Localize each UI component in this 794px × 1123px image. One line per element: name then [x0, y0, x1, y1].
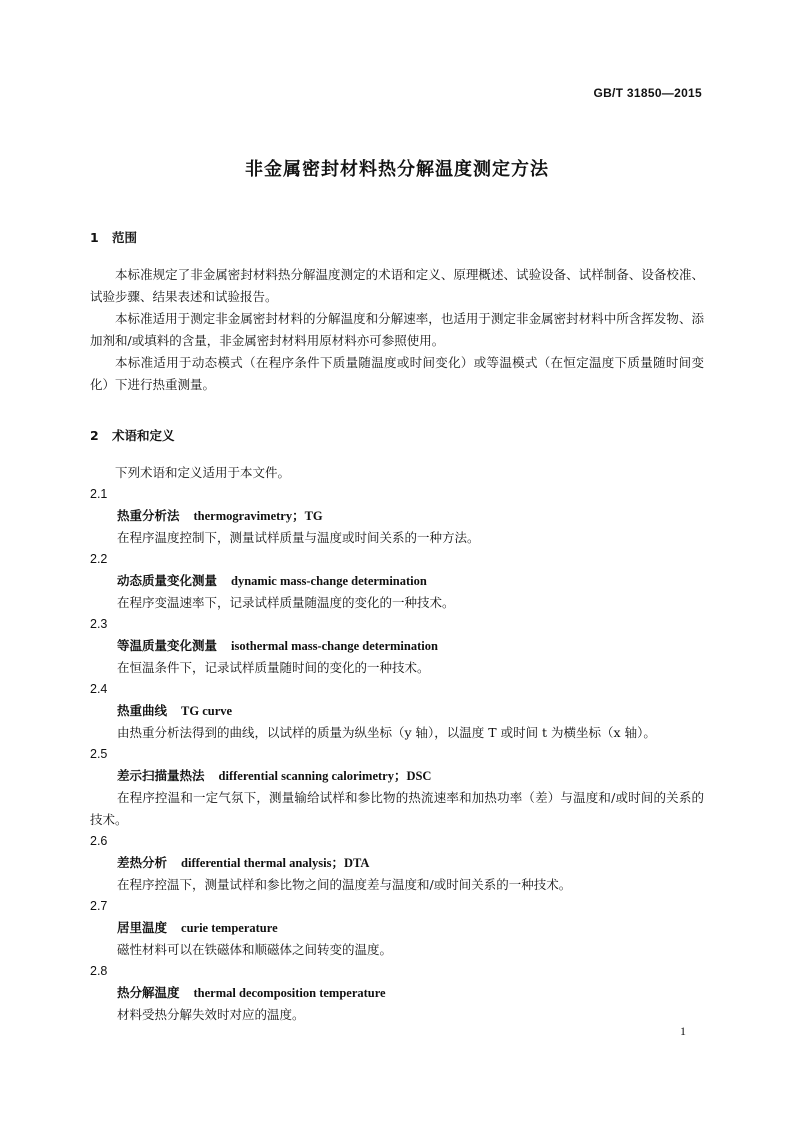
section-title: 术语和定义	[112, 428, 175, 443]
document-title: 非金属密封材料热分解温度测定方法	[245, 159, 549, 180]
term-chinese: 热分解温度	[117, 985, 180, 1000]
term-english: thermogravimetry；TG	[193, 509, 323, 523]
term-entry	[90, 961, 704, 1026]
term-chinese: 热重分析法	[117, 508, 180, 523]
term-english: isothermal mass-change determination	[231, 639, 438, 653]
scope-paragraph: 本标准规定了非金属密封材料热分解温度测定的术语和定义、原理概述、试验设备、试样制备、设备校准、试验步骤、结果表述和试验报告。	[90, 267, 704, 304]
term-definition: 磁性材料可以在铁磁体和顺磁体之间转变的温度。	[117, 942, 393, 957]
term-english: differential scanning calorimetry；DSC	[218, 769, 432, 783]
term-chinese: 等温质量变化测量	[117, 638, 218, 653]
term-entry	[90, 484, 704, 549]
term-english: differential thermal analysis；DTA	[181, 856, 370, 870]
term-definition: 在程序变温速率下，记录试样质量随温度的变化的一种技术。	[117, 595, 455, 610]
term-chinese: 热重曲线	[117, 703, 168, 718]
section-number: 1	[90, 230, 99, 245]
term-definition: 在程序温度控制下，测量试样质量与温度或时间关系的一种方法。	[117, 530, 480, 545]
term-definition: 在程序控温下，测量试样和参比物之间的温度差与温度和/或时间关系的一种技术。	[117, 877, 572, 892]
scope-paragraph: 本标准适用于测定非金属密封材料的分解温度和分解速率，也适用于测定非金属密封材料中所含挥发物、添加剂和/或填料的含量，非金属密封材料用原材料亦可参照使用。	[90, 311, 704, 348]
terms-intro: 下列术语和定义适用于本文件。	[115, 465, 291, 480]
term-english: curie temperature	[181, 921, 278, 935]
section-heading-scope	[90, 226, 704, 250]
scope-paragraph: 本标准适用于动态模式（在程序条件下质量随温度或时间变化）或等温模式（在恒定温度下质量随时间变化）下进行热重测量。	[90, 355, 704, 392]
term-definition: 由热重分析法得到的曲线，以试样的质量为纵坐标（y 轴），以温度 T 或时间 t 为横坐标（x 轴）。	[117, 725, 656, 740]
term-entry	[90, 614, 704, 679]
term-chinese: 居里温度	[117, 920, 168, 935]
section-heading-terms	[90, 424, 704, 448]
standard-code: GB/T 31850—2015	[593, 86, 702, 100]
term-entry	[90, 744, 704, 831]
term-definition: 在恒温条件下，记录试样质量随时间的变化的一种技术。	[117, 660, 430, 675]
term-number: 2.7	[90, 899, 108, 913]
term-chinese: 差示扫描量热法	[117, 768, 205, 783]
term-entry	[90, 896, 704, 961]
term-entry	[90, 679, 704, 744]
term-number: 2.3	[90, 617, 108, 631]
term-entry	[90, 549, 704, 614]
term-number: 2.1	[90, 487, 108, 501]
document-body	[90, 226, 704, 1026]
term-number: 2.5	[90, 747, 108, 761]
term-definition: 在程序控温和一定气氛下，测量输给试样和参比物的热流速率和加热功率（差）与温度和/或时间的关系的技术。	[90, 790, 704, 827]
section-number: 2	[90, 428, 99, 443]
term-entry	[90, 831, 704, 896]
section-title: 范围	[112, 230, 138, 245]
term-chinese: 差热分析	[117, 855, 168, 870]
term-number: 2.8	[90, 964, 108, 978]
term-chinese: 动态质量变化测量	[117, 573, 218, 588]
page-number: 1	[680, 1024, 686, 1038]
term-number: 2.4	[90, 682, 108, 696]
term-definition: 材料受热分解失效时对应的温度。	[117, 1007, 305, 1022]
term-english: TG curve	[181, 704, 233, 718]
term-english: thermal decomposition temperature	[193, 986, 386, 1000]
term-number: 2.2	[90, 552, 108, 566]
term-number: 2.6	[90, 834, 108, 848]
term-english: dynamic mass-change determination	[231, 574, 427, 588]
